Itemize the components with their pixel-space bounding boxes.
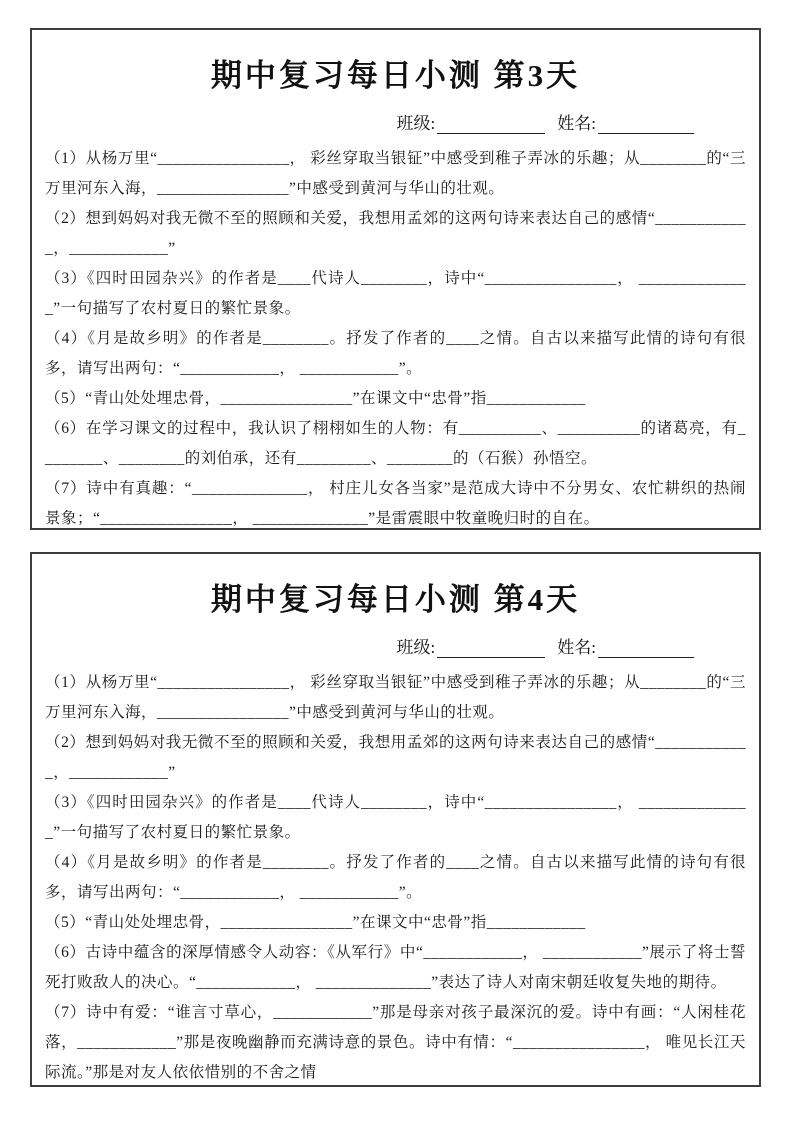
- question-4: （4）《月是故乡明》的作者是________。抒发了作者的____之情。自古以来描写此情的诗句有很多，请写出两句：“____________， ____________”。: [45, 330, 746, 377]
- question-list: [45, 144, 746, 534]
- worksheet-card-day3: [30, 28, 761, 530]
- question-6: （6）古诗中蕴含的深厚情感令人动容：《从军行》中“____________， ____________”展示了将士誓死打败敌人的决心。“____________， ______________”表达了诗人对南宋朝廷收复失地的期待。: [45, 944, 746, 991]
- name-blank-line: [598, 639, 694, 658]
- question-2: （2）想到妈妈对我无微不至的照顾和关爱，我想用孟郊的这两句诗来表达自己的感情“____________，____________”: [45, 210, 746, 257]
- question-3: （3）《四时田园杂兴》的作者是____代诗人________，诗中“________________， ______________”一句描写了农村夏日的繁忙景象。: [45, 270, 746, 317]
- question-3: （3）《四时田园杂兴》的作者是____代诗人________，诗中“________________， ______________”一句描写了农村夏日的繁忙景象。: [45, 794, 746, 841]
- question-1: （1）从杨万里“________________， 彩丝穿取当银钲”中感受到稚子弄冰的乐趣；从________的“三万里河东入海，________________”中感受到黄河与华山的壮观。: [45, 150, 746, 197]
- class-label: 班级:: [396, 638, 436, 657]
- name-label: 姓名:: [557, 638, 596, 657]
- worksheet-title: 期中复习每日小测 第4天: [210, 582, 581, 617]
- class-label: 班级:: [396, 114, 436, 133]
- worksheet-title: 期中复习每日小测 第3天: [210, 58, 581, 93]
- question-4: （4）《月是故乡明》的作者是________。抒发了作者的____之情。自古以来描写此情的诗句有很多，请写出两句：“____________， ____________”。: [45, 854, 746, 901]
- name-label: 姓名:: [557, 114, 596, 133]
- question-5: （5）“青山处处埋忠骨，________________”在课文中“忠骨”指____________: [45, 390, 586, 407]
- roster-row: [45, 109, 746, 134]
- worksheet-card-day4: [30, 552, 761, 1087]
- question-list: [45, 668, 746, 1088]
- question-7: （7）诗中有真趣：“______________， 村庄儿女各当家”是范成大诗中不分男女、农忙耕织的热闹景象；“________________， ______________”是雷震眼中牧童晚归时的自在。: [45, 480, 746, 527]
- name-blank-line: [598, 115, 694, 134]
- question-6: （6）在学习课文的过程中，我认识了栩栩如生的人物：有__________、__________的诸葛亮，有________、________的刘伯承，还有_________、________的（石猴）孙悟空。: [45, 420, 746, 467]
- question-1: （1）从杨万里“________________， 彩丝穿取当银钲”中感受到稚子弄冰的乐趣；从________的“三万里河东入海，________________”中感受到黄河与华山的壮观。: [45, 674, 746, 721]
- question-7: （7）诗中有爱：“谁言寸草心，____________”那是母亲对孩子最深沉的爱。诗中有画：“人闲桂花落，____________”那是夜晚幽静而充满诗意的景色。诗中有情：“________________， 唯见长江天际流。”那是对友人依依惜别的不舍之情: [45, 1004, 746, 1081]
- question-2: （2）想到妈妈对我无微不至的照顾和关爱，我想用孟郊的这两句诗来表达自己的感情“____________，____________”: [45, 734, 746, 781]
- class-blank-line: [437, 115, 545, 134]
- roster-row: [45, 633, 746, 658]
- question-5: （5）“青山处处埋忠骨，________________”在课文中“忠骨”指____________: [45, 914, 586, 931]
- class-blank-line: [437, 639, 545, 658]
